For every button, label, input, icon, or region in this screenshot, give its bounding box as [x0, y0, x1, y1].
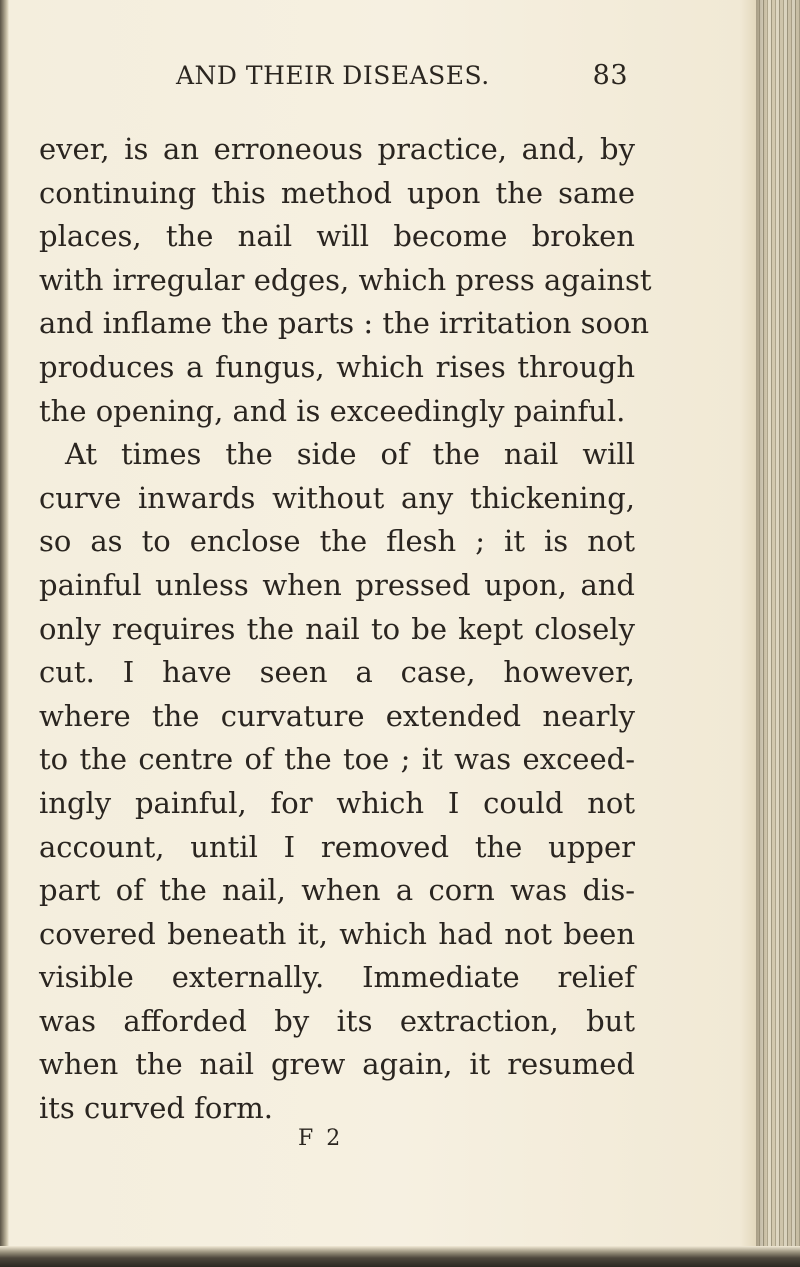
text-line: produces a fungus, which rises through: [39, 349, 635, 384]
page-edges-shadow: [756, 0, 800, 1267]
text-line: painful unless when pressed upon, and: [39, 567, 635, 602]
text-line: ingly painful, for which I could not: [39, 785, 635, 820]
text-line: only requires the nail to be kept closely: [39, 611, 635, 646]
text-line: part of the nail, when a corn was dis-: [39, 873, 635, 908]
text-line: to the centre of the toe ; it was exceed-: [39, 742, 635, 777]
text-line: was afforded by its extraction, but: [39, 1003, 635, 1038]
text-line: so as to enclose the flesh ; it is not: [39, 524, 635, 559]
text-line: At times the side of the nail will: [65, 437, 635, 472]
page-header: [176, 56, 628, 96]
body-text: [39, 128, 652, 1131]
running-head: AND THEIR DISEASES.: [176, 61, 490, 90]
bottom-edge-shadow: [0, 1246, 800, 1267]
text-line: covered beneath it, which had not been: [39, 916, 635, 951]
text-line: with irregular edges, which press against: [39, 262, 652, 297]
text-line: and inflame the parts : the irritation soon: [39, 306, 650, 341]
text-line: account, until I removed the upper: [39, 829, 635, 864]
text-line: cut. I have seen a case, however,: [39, 655, 635, 690]
text-line: ever, is an erroneous practice, and, by: [39, 132, 635, 166]
text-line: places, the nail will become broken: [39, 219, 635, 254]
page-number: 83: [592, 60, 628, 91]
text-line: the opening, and is exceedingly painful.: [39, 393, 626, 428]
binding-shadow: [0, 0, 9, 1267]
text-line: its curved form.: [39, 1091, 273, 1126]
text-line: visible externally. Immediate relief: [39, 960, 635, 995]
text-line: continuing this method upon the same: [39, 175, 635, 210]
signature-mark: F 2: [298, 1126, 344, 1151]
text-line: curve inwards without any thickening,: [39, 480, 635, 515]
text-line: when the nail grew again, it resumed: [39, 1047, 635, 1082]
text-line: where the curvature extended nearly: [39, 698, 635, 733]
